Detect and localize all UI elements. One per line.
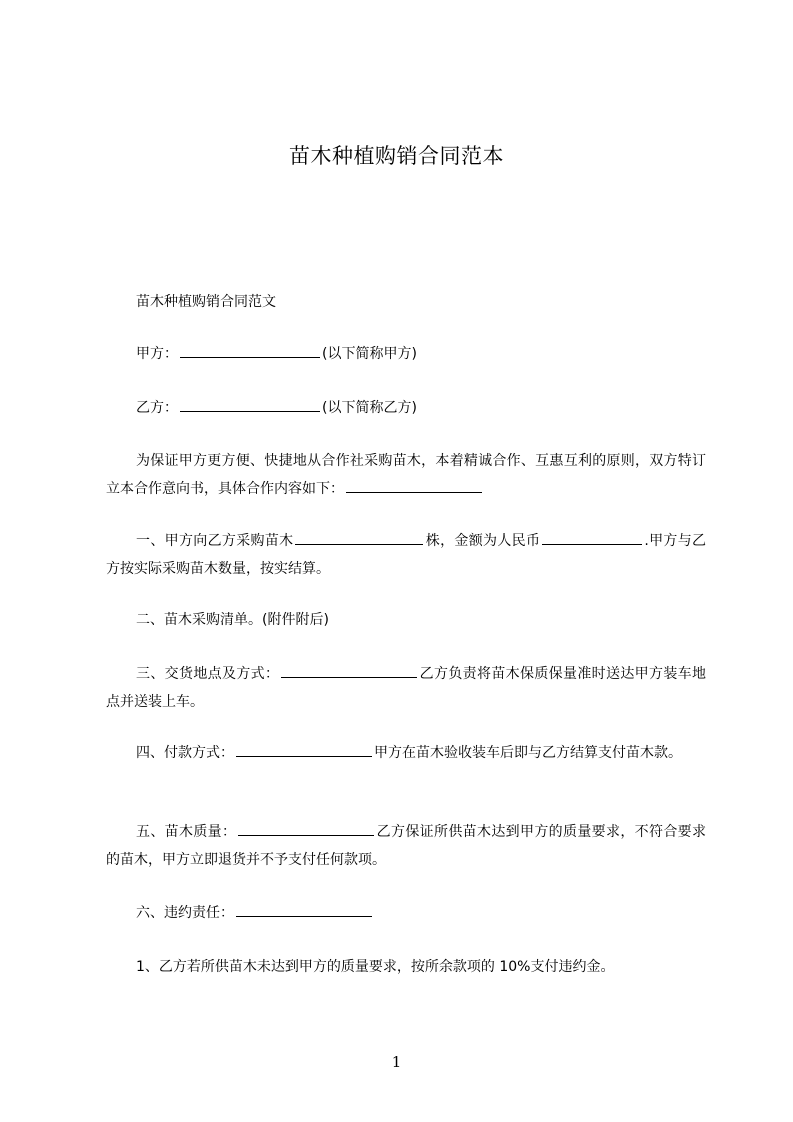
clause-4-part2: 甲方在苗木验收装车后即与乙方结算支付苗木款。 — [374, 745, 682, 761]
party-b-blank — [180, 399, 320, 412]
clause-4 — [106, 739, 706, 767]
party-b-line — [136, 394, 736, 422]
document-title: 苗木种植购销合同范本 — [289, 144, 504, 168]
clause-2: 二、苗木采购清单。(附件附后) — [136, 612, 329, 628]
document-subtitle: 苗木种植购销合同范文 — [136, 294, 276, 310]
clause-5-part1: 五、苗木质量： — [136, 824, 237, 840]
party-a-note: (以下简称甲方) — [322, 346, 417, 362]
clause-6-text: 六、违约责任： — [136, 905, 234, 921]
clause-1-part1: 一、甲方向乙方采购苗木 — [136, 533, 294, 549]
clause-6 — [106, 899, 706, 927]
clause-1-part3: .甲方与乙方按实际采购苗木数量，按实结算。 — [106, 533, 707, 577]
intro-paragraph — [106, 447, 706, 503]
clause-5 — [106, 818, 706, 874]
clause-6-blank — [236, 904, 372, 917]
clause-1-amount-blank — [542, 532, 642, 545]
party-b-label: 乙方： — [136, 400, 178, 416]
clause-4-blank — [236, 744, 372, 757]
clause-3-part2: 乙方负责将苗木保质保量准时送达甲方装车地点并送装上车。 — [106, 666, 707, 710]
clause-1 — [106, 527, 706, 583]
intro-blank — [346, 480, 482, 493]
page-number: 1 — [391, 1053, 402, 1071]
party-a-label: 甲方： — [136, 346, 178, 362]
party-b-note: (以下简称乙方) — [322, 400, 417, 416]
clause-5-part2: 乙方保证所供苗木达到甲方的质量要求，不符合要求的苗木，甲方立即退货并不予支付任何款项。 — [106, 824, 707, 868]
clause-6-item-1: 1、乙方若所供苗木未达到甲方的质量要求，按所余款项的 10%支付违约金。 — [136, 959, 615, 975]
clause-3-part1: 三、交货地点及方式： — [136, 666, 280, 682]
clause-5-blank — [238, 823, 374, 836]
clause-1-part2: 株，金额为人民币 — [425, 533, 541, 549]
clause-1-quantity-blank — [295, 532, 423, 545]
clause-4-part1: 四、付款方式： — [136, 745, 234, 761]
clause-3-blank — [281, 665, 417, 678]
clause-3 — [106, 660, 706, 716]
party-a-line — [136, 340, 736, 368]
intro-text: 为保证甲方更方便、快捷地从合作社采购苗木，本着精诚合作、互惠互利的原则，双方特订立本合作意向书，具体合作内容如下： — [106, 453, 706, 497]
party-a-blank — [180, 345, 320, 358]
